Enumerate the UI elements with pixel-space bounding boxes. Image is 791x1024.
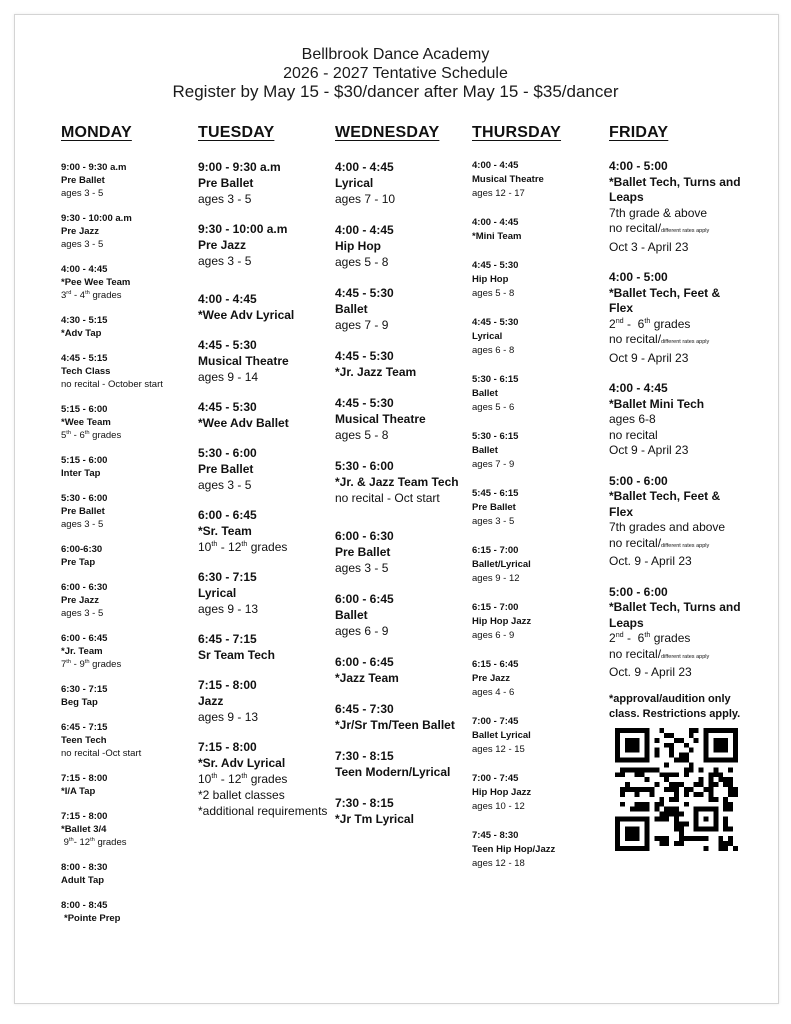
class-ages: ages 3 - 5 [61, 608, 104, 619]
wednesday-column [335, 124, 459, 827]
class-entry [61, 314, 163, 340]
class-entry [198, 159, 327, 207]
class-time: 6:45 - 7:15 [198, 632, 257, 646]
class-time: 7:45 - 8:30 [472, 830, 519, 841]
class-entry [198, 677, 327, 725]
class-entry [198, 631, 327, 663]
class-ages: ages 3 - 5 [61, 239, 104, 250]
class-name: Ballet/Lyrical [472, 559, 531, 570]
class-time: 7:30 - 8:15 [335, 749, 394, 763]
class-entry [472, 544, 561, 586]
class-entry [472, 373, 561, 415]
class-entry [472, 658, 561, 700]
class-name: Musical Theatre [472, 174, 544, 185]
class-grades: 3rd - 4th grades [61, 289, 122, 301]
class-dates: Oct. 9 - April 23 [609, 554, 692, 568]
class-entry [335, 348, 459, 380]
class-name: Pre Ballet [198, 176, 254, 190]
class-time: 4:00 - 4:45 [609, 381, 668, 395]
class-name: *Adv Tap [61, 328, 102, 339]
class-name: Pre Ballet [335, 545, 391, 559]
class-time: 6:00-6:30 [61, 544, 103, 555]
class-name: Teen Hip Hop/Jazz [472, 844, 556, 855]
class-entry [61, 263, 163, 302]
class-time: 4:30 - 5:15 [61, 315, 108, 326]
class-name: *Pointe Prep [64, 913, 121, 924]
class-ages: ages 3 - 5 [198, 254, 252, 268]
class-time: 4:00 - 5:00 [609, 270, 668, 284]
class-time: 6:30 - 7:15 [61, 684, 108, 695]
class-time: 7:15 - 8:00 [198, 740, 257, 754]
class-name: Hip Hop [335, 239, 381, 253]
class-name: *Mini Team [472, 231, 522, 242]
class-entry [198, 291, 327, 323]
class-entry [61, 899, 163, 925]
class-time: 4:00 - 4:45 [61, 264, 108, 275]
class-name: Lyrical [472, 331, 503, 342]
class-name: Jazz [198, 694, 224, 708]
class-recital: no recital [609, 427, 658, 442]
class-ages: ages 10 - 12 [472, 801, 525, 812]
class-name: Pre Jazz [472, 673, 511, 684]
friday-column [609, 124, 741, 681]
class-time: 6:15 - 7:00 [472, 602, 519, 613]
class-name: *Ballet Tech, Feet & [609, 489, 721, 503]
class-entry [61, 772, 163, 798]
class-entry [198, 221, 327, 269]
class-name: *Pee Wee Team [61, 277, 131, 288]
class-ages: ages 5 - 8 [472, 288, 515, 299]
class-entry [335, 591, 459, 639]
recital-note: no recital/ [609, 646, 662, 661]
class-time: 9:30 - 10:00 a.m [61, 213, 132, 224]
class-name: Musical Theatre [335, 412, 426, 426]
class-name: *Wee Team [61, 417, 111, 428]
recital-note: no recital/ [609, 221, 662, 235]
class-entry [472, 829, 561, 871]
class-dates: Oct 9 - April 23 [609, 350, 689, 365]
qr-code [615, 728, 738, 851]
class-time: 7:15 - 8:00 [61, 811, 108, 822]
class-time: 7:00 - 7:45 [472, 773, 519, 784]
class-entry [61, 632, 163, 671]
class-requirement: *additional requirements [198, 804, 328, 818]
class-name: Pre Jazz [61, 226, 100, 237]
class-ages: ages 3 - 5 [335, 561, 389, 575]
class-name: Hip Hop Jazz [472, 787, 532, 798]
class-name: Pre Tap [61, 557, 96, 568]
class-name: Tech Class [61, 366, 111, 377]
class-ages: ages 6 - 9 [472, 630, 515, 641]
class-time: 5:15 - 6:00 [61, 455, 108, 466]
class-ages: ages 3 - 5 [472, 516, 515, 527]
class-time: 4:45 - 5:15 [61, 353, 108, 364]
class-ages: ages 7 - 9 [335, 318, 389, 332]
rates-note: different rates apply [661, 228, 710, 234]
class-name: *Jr Tm Lyrical [335, 812, 414, 826]
class-dates: Oct 9 - April 23 [609, 443, 689, 457]
class-name: Pre Jazz [198, 238, 247, 252]
class-name: Beg Tap [61, 697, 98, 708]
class-time: 4:45 - 5:30 [472, 260, 519, 271]
class-entry [61, 492, 163, 531]
class-time: 6:30 - 7:15 [198, 570, 257, 584]
recital-note: no recital/ [609, 332, 662, 346]
approval-note-line2: class. Restrictions apply. [609, 708, 741, 720]
class-ages: ages 9 - 13 [198, 602, 259, 616]
class-name: Ballet Lyrical [472, 730, 531, 741]
class-recital [609, 647, 741, 666]
class-entry [198, 507, 327, 555]
class-ages: ages 7 - 9 [472, 459, 515, 470]
approval-note [609, 692, 740, 722]
class-entry [335, 701, 459, 733]
class-time: 4:00 - 4:45 [198, 292, 257, 306]
class-ages: ages 3 - 5 [61, 519, 104, 530]
class-name: Pre Jazz [61, 595, 100, 606]
class-name: *Wee Adv Lyrical [198, 308, 295, 322]
class-dates: Oct. 9 - April 23 [609, 665, 692, 679]
class-name: *I/A Tap [61, 786, 96, 797]
class-ages: ages 3 - 5 [198, 478, 252, 492]
schedule-header [0, 46, 791, 102]
class-entry [61, 683, 163, 709]
class-name: *Jr. Jazz Team [335, 365, 417, 379]
class-entry [472, 487, 561, 529]
class-requirement: *2 ballet classes [198, 788, 285, 802]
class-time: 4:45 - 5:30 [472, 317, 519, 328]
class-name: Pre Ballet [61, 175, 105, 186]
class-ages: ages 9 - 13 [198, 710, 259, 724]
class-entry [472, 216, 561, 244]
day-heading-wednesday: WEDNESDAY [335, 124, 440, 141]
class-time: 8:00 - 8:30 [61, 862, 108, 873]
class-entry [61, 861, 163, 887]
class-entry [472, 159, 561, 201]
class-name: Lyrical [198, 586, 237, 600]
class-time: 7:15 - 8:00 [198, 678, 257, 692]
class-grades: 2nd - 6th grades [609, 315, 691, 331]
class-entry [472, 772, 561, 814]
class-name: *Ballet Tech, Turns and [609, 600, 741, 614]
class-time: 5:00 - 6:00 [609, 584, 668, 599]
class-ages: ages 5 - 8 [335, 255, 389, 269]
class-time: 8:00 - 8:45 [61, 900, 108, 911]
class-time: 4:00 - 5:00 [609, 159, 668, 173]
class-grades: 7th grades and above [609, 520, 726, 534]
class-time: 5:30 - 6:15 [472, 374, 519, 385]
class-entry [198, 739, 327, 819]
class-name: Teen Modern/Lyrical [335, 765, 451, 779]
class-ages: ages 5 - 6 [472, 402, 515, 413]
class-entry [335, 285, 459, 333]
class-time: 6:00 - 6:45 [335, 592, 394, 606]
class-time: 6:00 - 6:45 [198, 508, 257, 522]
day-heading-thursday: THURSDAY [472, 124, 562, 141]
class-name: Ballet [335, 608, 368, 622]
class-time: 6:15 - 7:00 [472, 545, 519, 556]
class-time: 4:45 - 5:30 [335, 286, 394, 300]
class-name: *Ballet Tech, Feet & [609, 285, 721, 300]
class-entry [61, 581, 163, 620]
class-name: Ballet [472, 388, 498, 399]
class-time: 5:30 - 6:00 [198, 446, 257, 460]
class-grades: 10th - 12th grades [198, 771, 288, 786]
class-entry [61, 403, 163, 442]
class-grades: 2nd - 6th grades [609, 630, 691, 645]
class-ages: ages 7 - 10 [335, 192, 396, 206]
class-ages: ages 9 - 14 [198, 370, 259, 384]
class-time: 9:00 - 9:30 a.m [61, 162, 127, 173]
class-time: 4:45 - 5:30 [335, 396, 394, 410]
class-time: 7:00 - 7:45 [472, 716, 519, 727]
class-name: Sr Team Tech [198, 648, 275, 662]
class-entry [198, 445, 327, 493]
class-note: no recital - October start [61, 379, 163, 390]
rates-note: different rates apply [661, 339, 710, 345]
class-name: *Ballet Mini Tech [609, 396, 705, 411]
class-name-cont: Flex [609, 504, 634, 519]
class-name-cont: Flex [609, 301, 634, 315]
class-recital [609, 221, 741, 240]
class-entry [335, 748, 459, 780]
class-name: Hip Hop Jazz [472, 616, 532, 627]
class-grades: 10th - 12th grades [198, 539, 288, 554]
class-time: 9:30 - 10:00 a.m [198, 222, 288, 236]
class-entry [472, 430, 561, 472]
class-time: 4:45 - 5:30 [198, 338, 257, 352]
class-name: *Ballet 3/4 [61, 824, 107, 835]
class-name: Pre Ballet [472, 502, 516, 513]
thursday-column [472, 124, 561, 871]
class-time: 7:15 - 8:00 [61, 773, 108, 784]
monday-column [61, 124, 163, 925]
class-grades: 7th grade & above [609, 205, 708, 220]
class-ages: ages 4 - 6 [472, 687, 515, 698]
class-entry [335, 159, 459, 207]
registration-info: Register by May 15 - $30/dancer after May 15 - $35/dancer [172, 82, 619, 101]
class-entry [61, 810, 163, 849]
class-entry [472, 715, 561, 757]
class-time: 6:00 - 6:45 [335, 655, 394, 669]
class-name: Ballet [472, 445, 498, 456]
class-ages: ages 5 - 8 [335, 428, 389, 442]
class-name: *Sr. Team [198, 524, 252, 538]
tuesday-column [198, 124, 327, 819]
class-name: Lyrical [335, 176, 374, 190]
class-time: 6:15 - 6:45 [472, 659, 519, 670]
class-note: no recital - Oct start [335, 491, 440, 505]
class-recital [609, 332, 741, 351]
class-entry [198, 569, 327, 617]
class-entry [61, 161, 163, 200]
class-time: 4:00 - 4:45 [472, 217, 519, 228]
class-name: *Sr. Adv Lyrical [198, 756, 286, 770]
rates-note: different rates apply [661, 653, 710, 660]
class-entry [609, 270, 741, 366]
class-entry [609, 159, 741, 255]
class-ages: ages 12 - 17 [472, 188, 525, 199]
class-name: Pre Ballet [198, 462, 254, 476]
class-ages: ages 6 - 9 [335, 624, 389, 638]
class-grades: 9th- 12th grades [61, 836, 127, 848]
class-time: 6:00 - 6:30 [335, 529, 394, 543]
approval-note-line1: *approval/audition only [609, 693, 731, 705]
class-entry [609, 474, 741, 570]
day-heading-friday: FRIDAY [609, 124, 669, 141]
class-grades: 5th - 6th grades [61, 429, 122, 441]
class-name: Ballet [335, 302, 368, 316]
class-time: 4:00 - 4:45 [472, 160, 519, 171]
class-ages: ages 12 - 18 [472, 858, 525, 869]
class-time: 5:30 - 6:15 [472, 431, 519, 442]
class-entry [61, 454, 163, 480]
class-dates: Oct 3 - April 23 [609, 239, 689, 254]
class-entry [472, 316, 561, 358]
class-name: Musical Theatre [198, 354, 289, 368]
class-time: 5:45 - 6:15 [472, 488, 519, 499]
class-grades: 7th - 9th grades [61, 658, 122, 670]
class-time: 5:00 - 6:00 [609, 473, 668, 488]
class-time: 9:00 - 9:30 a.m [198, 160, 281, 174]
class-entry [198, 399, 327, 431]
class-time: 6:00 - 6:30 [61, 582, 108, 593]
class-ages: ages 9 - 12 [472, 573, 520, 584]
class-time: 5:30 - 6:00 [335, 459, 394, 473]
class-name: *Jazz Team [335, 671, 399, 685]
class-entry [609, 381, 741, 459]
class-ages: ages 6-8 [609, 412, 656, 426]
class-name: Adult Tap [61, 875, 105, 886]
class-entry [335, 395, 459, 443]
class-entry [609, 585, 741, 681]
class-entry [61, 212, 163, 251]
class-time: 5:30 - 6:00 [61, 493, 108, 504]
class-name-cont: Leaps [609, 615, 644, 630]
class-recital [609, 536, 741, 555]
class-entry [61, 352, 163, 391]
class-time: 4:00 - 4:45 [335, 160, 394, 174]
class-time: 6:45 - 7:15 [61, 722, 108, 733]
class-ages: ages 12 - 15 [472, 744, 525, 755]
class-time: 7:30 - 8:15 [335, 796, 394, 810]
day-heading-monday: MONDAY [61, 124, 132, 141]
class-time: 5:15 - 6:00 [61, 404, 108, 415]
class-name: Hip Hop [472, 274, 509, 285]
rates-note: different rates apply [661, 542, 710, 549]
class-note: no recital -Oct start [61, 748, 142, 759]
class-ages: ages 6 - 8 [472, 345, 515, 356]
class-entry [335, 458, 459, 506]
class-name: Teen Tech [61, 735, 107, 746]
class-ages: ages 3 - 5 [198, 192, 252, 206]
class-entry [335, 528, 459, 576]
class-entry [335, 222, 459, 270]
class-time: 6:00 - 6:45 [61, 633, 108, 644]
class-name: Pre Ballet [61, 506, 105, 517]
class-entry [335, 654, 459, 686]
class-time: 4:45 - 5:30 [198, 400, 257, 414]
class-entry [198, 337, 327, 385]
class-time: 4:00 - 4:45 [335, 223, 394, 237]
class-entry [61, 543, 163, 569]
recital-note: no recital/ [609, 535, 662, 550]
class-name: *Ballet Tech, Turns and [609, 174, 741, 189]
class-name: Inter Tap [61, 468, 101, 479]
class-entry [335, 795, 459, 827]
day-heading-tuesday: TUESDAY [198, 124, 275, 141]
class-name: *Jr/Sr Tm/Teen Ballet [335, 718, 455, 732]
class-name: *Jr. Team [61, 646, 103, 657]
class-name: *Wee Adv Ballet [198, 416, 289, 430]
class-entry [472, 259, 561, 301]
schedule-title: 2026 - 2027 Tentative Schedule [283, 64, 508, 82]
class-entry [472, 601, 561, 643]
class-time: 6:45 - 7:30 [335, 702, 394, 716]
class-name: *Jr. & Jazz Team Tech [335, 475, 459, 489]
academy-name: Bellbrook Dance Academy [301, 46, 490, 63]
class-time: 4:45 - 5:30 [335, 349, 394, 363]
class-name-cont: Leaps [609, 190, 644, 204]
class-ages: ages 3 - 5 [61, 188, 104, 199]
class-entry [61, 721, 163, 760]
